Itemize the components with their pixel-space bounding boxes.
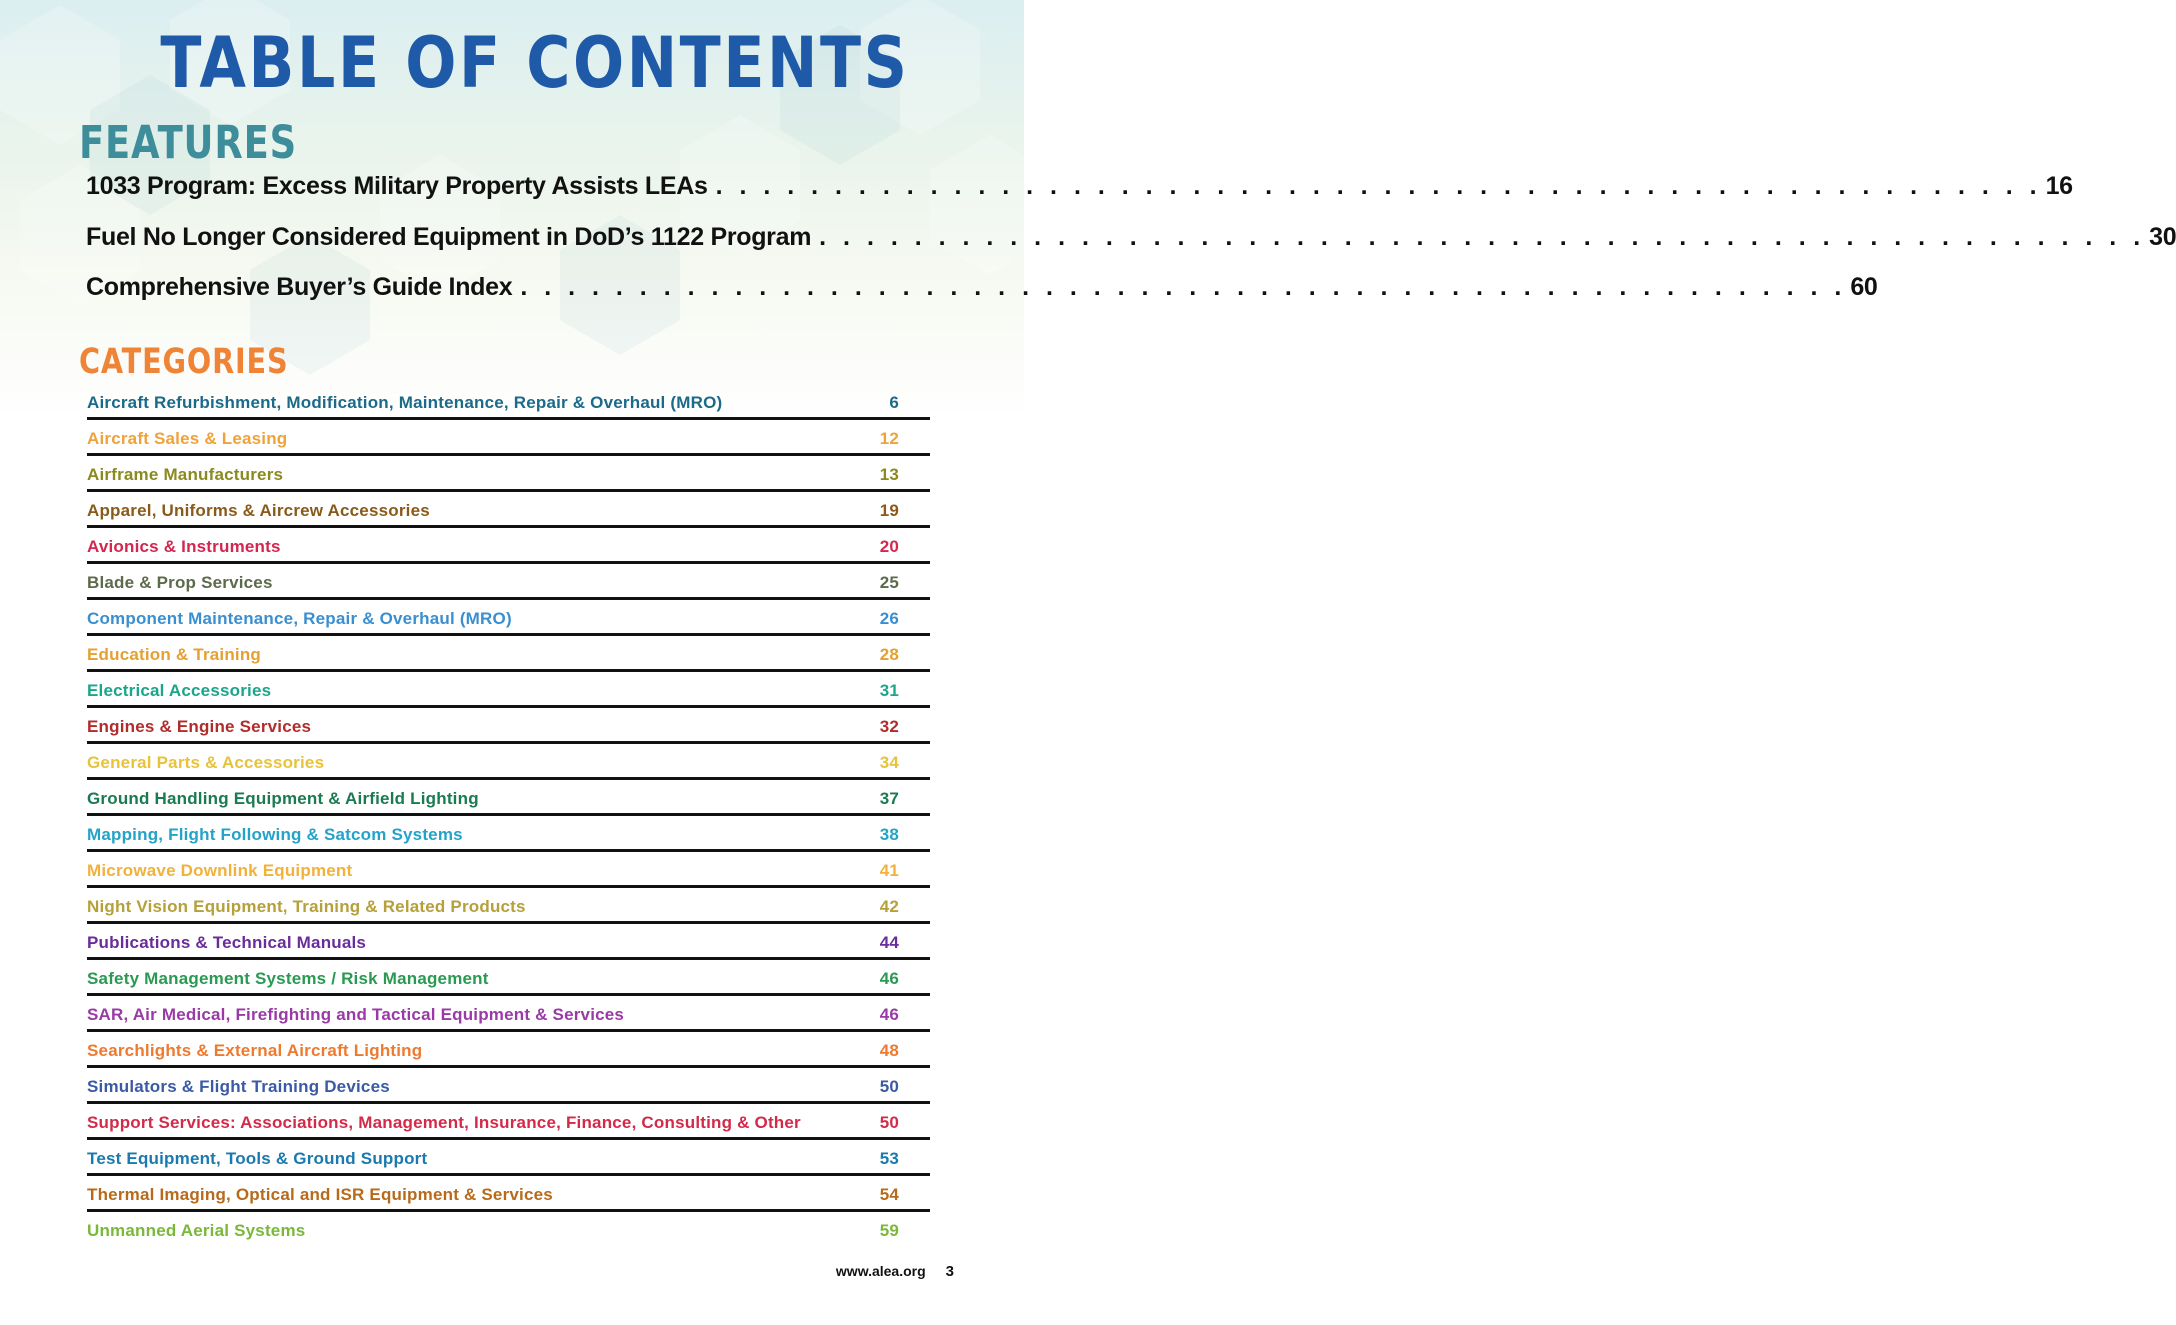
category-label: Mapping, Flight Following & Satcom Systems <box>87 825 463 844</box>
category-label: Blade & Prop Services <box>87 573 273 592</box>
category-page: 59 <box>879 1221 899 1240</box>
page-title: TABLE OF CONTENTS <box>160 22 910 104</box>
feature-page: 60 <box>1850 273 1878 301</box>
category-page: 41 <box>879 861 899 880</box>
category-page: 42 <box>879 897 899 916</box>
feature-title: Fuel No Longer Considered Equipment in DoD’s 1122 Program <box>86 223 812 251</box>
category-label: Publications & Technical Manuals <box>87 933 367 952</box>
feature-page: 16 <box>2045 172 2073 200</box>
category-page: 50 <box>879 1077 899 1096</box>
category-row[interactable] <box>87 528 930 564</box>
category-page: 13 <box>879 465 899 484</box>
category-row[interactable] <box>87 1140 930 1176</box>
feature-entry[interactable] <box>86 172 2073 206</box>
category-row[interactable] <box>87 744 930 780</box>
category-row[interactable] <box>87 564 930 600</box>
category-page: 28 <box>879 645 899 664</box>
dot-leader: . . . . . . . . . . . . . . . . . . . . . . . . . . . . . . . . . . . . . . . . . . . . . . . . . . . . . . . . <box>715 172 2042 200</box>
category-row[interactable] <box>87 672 930 708</box>
category-label: Apparel, Uniforms & Aircrew Accessories <box>87 501 430 520</box>
category-row[interactable] <box>87 1212 930 1248</box>
category-page: 12 <box>879 429 899 448</box>
category-label: Microwave Downlink Equipment <box>87 861 353 880</box>
category-label: Airframe Manufacturers <box>87 465 284 484</box>
category-row[interactable] <box>87 384 930 420</box>
category-label: Unmanned Aerial Systems <box>87 1221 306 1240</box>
category-label: Education & Training <box>87 645 262 664</box>
category-page: 38 <box>879 825 899 844</box>
category-page: 6 <box>889 393 899 412</box>
feature-entry[interactable] <box>86 223 2176 257</box>
feature-entry[interactable] <box>86 273 1878 307</box>
category-page: 25 <box>879 573 899 592</box>
category-row[interactable] <box>87 924 930 960</box>
category-page: 44 <box>879 933 899 952</box>
footer-url[interactable]: www.alea.org <box>835 1263 926 1279</box>
feature-title: 1033 Program: Excess Military Property Assists LEAs <box>86 172 708 200</box>
category-label: Safety Management Systems / Risk Management <box>87 969 489 988</box>
category-page: 48 <box>879 1041 899 1060</box>
category-label: Aircraft Refurbishment, Modification, Maintenance, Repair & Overhaul (MRO) <box>87 393 723 412</box>
category-row[interactable] <box>87 420 930 456</box>
category-label: Aircraft Sales & Leasing <box>87 429 288 448</box>
category-label: Simulators & Flight Training Devices <box>87 1077 390 1096</box>
category-label: General Parts & Accessories <box>87 753 325 772</box>
category-page: 46 <box>879 969 899 988</box>
category-row[interactable] <box>87 780 930 816</box>
features-heading: FEATURES <box>79 116 298 169</box>
category-row[interactable] <box>87 456 930 492</box>
category-page: 54 <box>879 1185 899 1204</box>
category-row[interactable] <box>87 600 930 636</box>
category-label: SAR, Air Medical, Firefighting and Tactical Equipment & Services <box>87 1005 625 1024</box>
category-page: 53 <box>879 1149 899 1168</box>
category-label: Support Services: Associations, Management, Insurance, Finance, Consulting & Other <box>87 1113 801 1132</box>
category-label: Night Vision Equipment, Training & Related Products <box>87 897 526 916</box>
category-page: 32 <box>879 717 899 736</box>
category-label: Component Maintenance, Repair & Overhaul (MRO) <box>87 609 512 628</box>
category-page: 50 <box>879 1113 899 1132</box>
category-row[interactable] <box>87 1176 930 1212</box>
category-row[interactable] <box>87 492 930 528</box>
categories-list <box>87 384 930 1248</box>
category-page: 20 <box>879 537 899 556</box>
category-label: Test Equipment, Tools & Ground Support <box>87 1149 428 1168</box>
category-row[interactable] <box>87 1032 930 1068</box>
category-page: 37 <box>879 789 899 808</box>
feature-page: 30 <box>2149 223 2176 251</box>
category-page: 46 <box>879 1005 899 1024</box>
category-label: Thermal Imaging, Optical and ISR Equipment & Services <box>87 1185 553 1204</box>
page-footer <box>836 1263 954 1280</box>
page-number: 3 <box>945 1263 954 1280</box>
category-row[interactable] <box>87 960 930 996</box>
category-row[interactable] <box>87 888 930 924</box>
category-row[interactable] <box>87 1068 930 1104</box>
category-row[interactable] <box>87 1104 930 1140</box>
category-row[interactable] <box>87 852 930 888</box>
feature-title: Comprehensive Buyer’s Guide Index <box>86 273 513 301</box>
category-row[interactable] <box>87 996 930 1032</box>
category-label: Electrical Accessories <box>87 681 272 700</box>
category-page: 31 <box>879 681 899 700</box>
dot-leader: . . . . . . . . . . . . . . . . . . . . . . . . . . . . . . . . . . . . . . . . . . . . . . . . . . . . . . . . <box>819 223 2146 251</box>
category-page: 19 <box>879 501 899 520</box>
category-page: 34 <box>879 753 899 772</box>
category-row[interactable] <box>87 708 930 744</box>
category-page: 26 <box>879 609 899 628</box>
category-label: Avionics & Instruments <box>87 537 281 556</box>
categories-heading: CATEGORIES <box>79 342 289 382</box>
dot-leader: . . . . . . . . . . . . . . . . . . . . . . . . . . . . . . . . . . . . . . . . . . . . . . . . . . . . . . . . <box>520 273 1847 301</box>
category-label: Ground Handling Equipment & Airfield Lighting <box>87 789 479 808</box>
category-row[interactable] <box>87 816 930 852</box>
category-label: Engines & Engine Services <box>87 717 312 736</box>
category-label: Searchlights & External Aircraft Lighting <box>87 1041 423 1060</box>
category-row[interactable] <box>87 636 930 672</box>
